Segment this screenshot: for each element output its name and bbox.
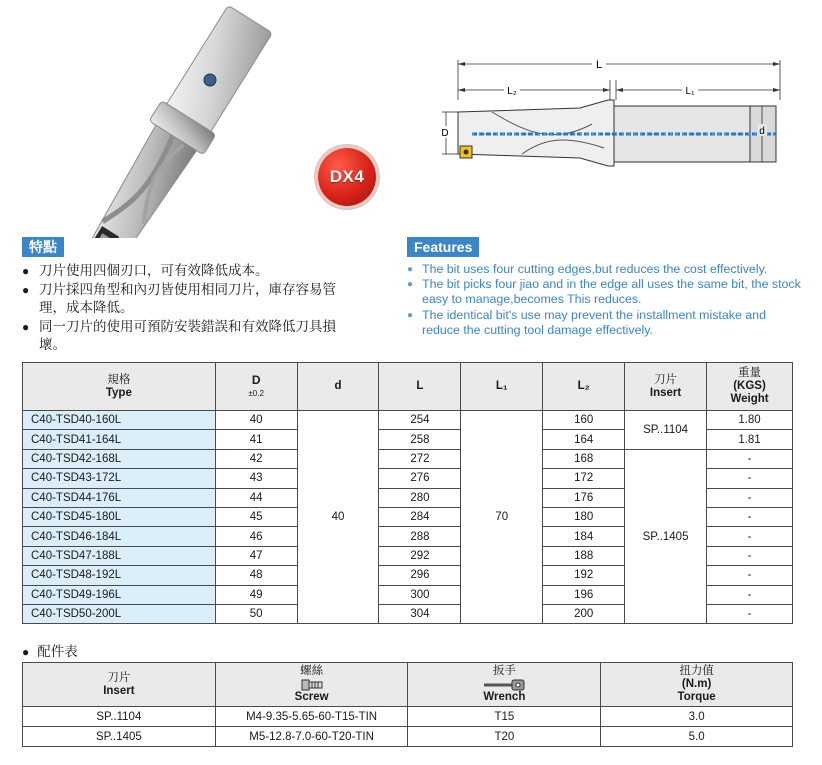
cell-D: 49: [215, 585, 297, 604]
wrench-icon: [482, 679, 526, 691]
cell-L2: 184: [543, 527, 625, 546]
dim-d: d: [759, 126, 765, 137]
cell-L2: 180: [543, 507, 625, 526]
col-D-tolerance: ±0.2: [248, 388, 264, 398]
technical-drawing: [432, 50, 792, 190]
acc-cell-insert: SP..1104: [23, 707, 216, 727]
acc-col-screw-zh: 螺絲: [300, 665, 324, 677]
cell-weight: -: [707, 488, 793, 507]
col-type-zh: 規格: [107, 373, 131, 386]
acc-cell-screw: M5-12.8-7.0-60-T20-TIN: [215, 727, 408, 747]
dim-L2: L₂: [507, 86, 517, 97]
dim-L1: L₁: [685, 86, 695, 97]
spec-header-row: [23, 363, 793, 411]
cell-type: C40-TSD50-200L: [23, 604, 216, 623]
col-L1: L₁: [461, 363, 543, 411]
spec-table: [22, 362, 793, 624]
cell-weight: -: [707, 566, 793, 585]
cell-type: C40-TSD47-188L: [23, 546, 216, 565]
cell-L2: 172: [543, 469, 625, 488]
col-D: [215, 363, 297, 411]
cell-L2: 192: [543, 566, 625, 585]
cell-L2: 160: [543, 411, 625, 430]
cell-weight: 1.80: [707, 411, 793, 430]
feature-zh-item: ● 刀片採四角型和內刃皆使用相同刀片，庫存容易管理，成本降低。: [22, 281, 352, 318]
accessories-table: [22, 662, 793, 747]
cell-type: C40-TSD45-180L: [23, 507, 216, 526]
col-weight: [707, 363, 793, 411]
features-zh-title: 特點: [22, 237, 64, 257]
col-insert: [625, 363, 707, 411]
feature-en-item: ● The bit uses four cutting edges,but reduces the cost effectively.: [407, 262, 807, 277]
col-weight-en: Weight: [730, 393, 769, 405]
acc-cell-torque: 3.0: [601, 707, 793, 727]
cell-L: 280: [379, 488, 461, 507]
cell-L: 300: [379, 585, 461, 604]
cell-weight: 1.81: [707, 430, 793, 449]
cell-L: 254: [379, 411, 461, 430]
cell-L1-merged: 70: [461, 411, 543, 624]
cell-weight: -: [707, 546, 793, 565]
acc-col-torque-unit: (N.m): [681, 678, 712, 690]
cell-insert-b: SP..1405: [625, 449, 707, 624]
acc-cell-insert: SP..1405: [23, 727, 216, 747]
col-L2: L₂: [543, 363, 625, 411]
features-zh-list: [22, 262, 352, 355]
dim-D: D: [441, 128, 449, 139]
cell-D: 40: [215, 411, 297, 430]
acc-col-insert-en: Insert: [103, 684, 135, 697]
cell-L2: 164: [543, 430, 625, 449]
cell-type: C40-TSD46-184L: [23, 527, 216, 546]
acc-col-insert: [23, 663, 216, 707]
table-row: [23, 707, 793, 727]
col-L: L: [379, 363, 461, 411]
acc-col-wrench-en: Wrench: [483, 691, 526, 703]
dim-L: L: [595, 59, 603, 71]
cell-L2: 200: [543, 604, 625, 623]
cell-insert-a: SP..1104: [625, 411, 707, 450]
cell-D: 45: [215, 507, 297, 526]
feature-en-item: ● The identical bit's use may prevent the installment mistake and reduce the cutting tool damage effectively.: [407, 308, 807, 338]
cell-weight: -: [707, 585, 793, 604]
acc-col-insert-zh: 刀片: [107, 671, 131, 684]
cell-L: 296: [379, 566, 461, 585]
cell-type: C40-TSD44-176L: [23, 488, 216, 507]
cell-D: 50: [215, 604, 297, 623]
dx4-badge: [318, 148, 376, 206]
acc-col-screw: [215, 663, 408, 707]
cell-D: 47: [215, 546, 297, 565]
cell-L2: 196: [543, 585, 625, 604]
cell-weight: -: [707, 527, 793, 546]
cell-L2: 176: [543, 488, 625, 507]
cell-weight: -: [707, 449, 793, 468]
feature-zh-item: ● 刀片使用四個刃口，可有效降低成本。: [22, 262, 352, 281]
acc-cell-wrench: T20: [408, 727, 601, 747]
col-insert-en: Insert: [649, 386, 682, 399]
acc-cell-screw: M4-9.35-5.65-60-T15-TIN: [215, 707, 408, 727]
cell-D: 42: [215, 449, 297, 468]
cell-L: 304: [379, 604, 461, 623]
acc-cell-wrench: T15: [408, 707, 601, 727]
cell-L: 272: [379, 449, 461, 468]
cell-D: 41: [215, 430, 297, 449]
cell-L: 284: [379, 507, 461, 526]
cell-L2: 188: [543, 546, 625, 565]
cell-type: C40-TSD43-172L: [23, 469, 216, 488]
cell-weight: -: [707, 507, 793, 526]
col-type-en: Type: [105, 386, 132, 399]
cell-L2: 168: [543, 449, 625, 468]
table-row: [23, 411, 793, 430]
acc-col-screw-en: Screw: [294, 691, 329, 703]
cell-L: 292: [379, 546, 461, 565]
table-row: [23, 727, 793, 747]
accessories-title: ● 配件表: [22, 640, 78, 660]
cell-L: 288: [379, 527, 461, 546]
features-en-title: Features: [407, 237, 479, 257]
features-en-list: [407, 262, 807, 338]
accessories-header-row: [23, 663, 793, 707]
cell-L: 258: [379, 430, 461, 449]
acc-col-torque-zh: 扭力值: [679, 665, 714, 677]
acc-col-torque: [601, 663, 793, 707]
dx4-badge-label: DX4: [329, 167, 365, 186]
screw-icon: [301, 679, 323, 691]
col-weight-zh: 重量: [738, 367, 762, 379]
acc-col-torque-en: Torque: [677, 691, 716, 703]
acc-cell-torque: 5.0: [601, 727, 793, 747]
cell-D: 48: [215, 566, 297, 585]
col-weight-unit: (KGS): [733, 380, 766, 392]
cell-L: 276: [379, 469, 461, 488]
col-type: [23, 363, 216, 411]
cell-weight: -: [707, 469, 793, 488]
col-insert-zh: 刀片: [654, 373, 678, 386]
cell-D: 44: [215, 488, 297, 507]
table-row: [23, 449, 793, 468]
cell-type: C40-TSD49-196L: [23, 585, 216, 604]
cell-type: C40-TSD41-164L: [23, 430, 216, 449]
cell-type: C40-TSD42-168L: [23, 449, 216, 468]
feature-en-item: ● The bit picks four jiao and in the edge all uses the same bit, the stock easy to manage,becomes This reduces.: [407, 277, 807, 307]
cell-D: 43: [215, 469, 297, 488]
drill-photo: [14, 6, 344, 238]
col-D-label: D: [251, 372, 261, 387]
acc-col-wrench-zh: 扳手: [492, 665, 516, 677]
cell-d-merged: 40: [297, 411, 379, 624]
cell-weight: -: [707, 604, 793, 623]
col-d: d: [297, 363, 379, 411]
acc-col-wrench: [408, 663, 601, 707]
feature-zh-item: ● 同一刀片的使用可預防安裝錯誤和有效降低刀具損壞。: [22, 318, 352, 355]
cell-type: C40-TSD48-192L: [23, 566, 216, 585]
cell-type: C40-TSD40-160L: [23, 411, 216, 430]
cell-D: 46: [215, 527, 297, 546]
